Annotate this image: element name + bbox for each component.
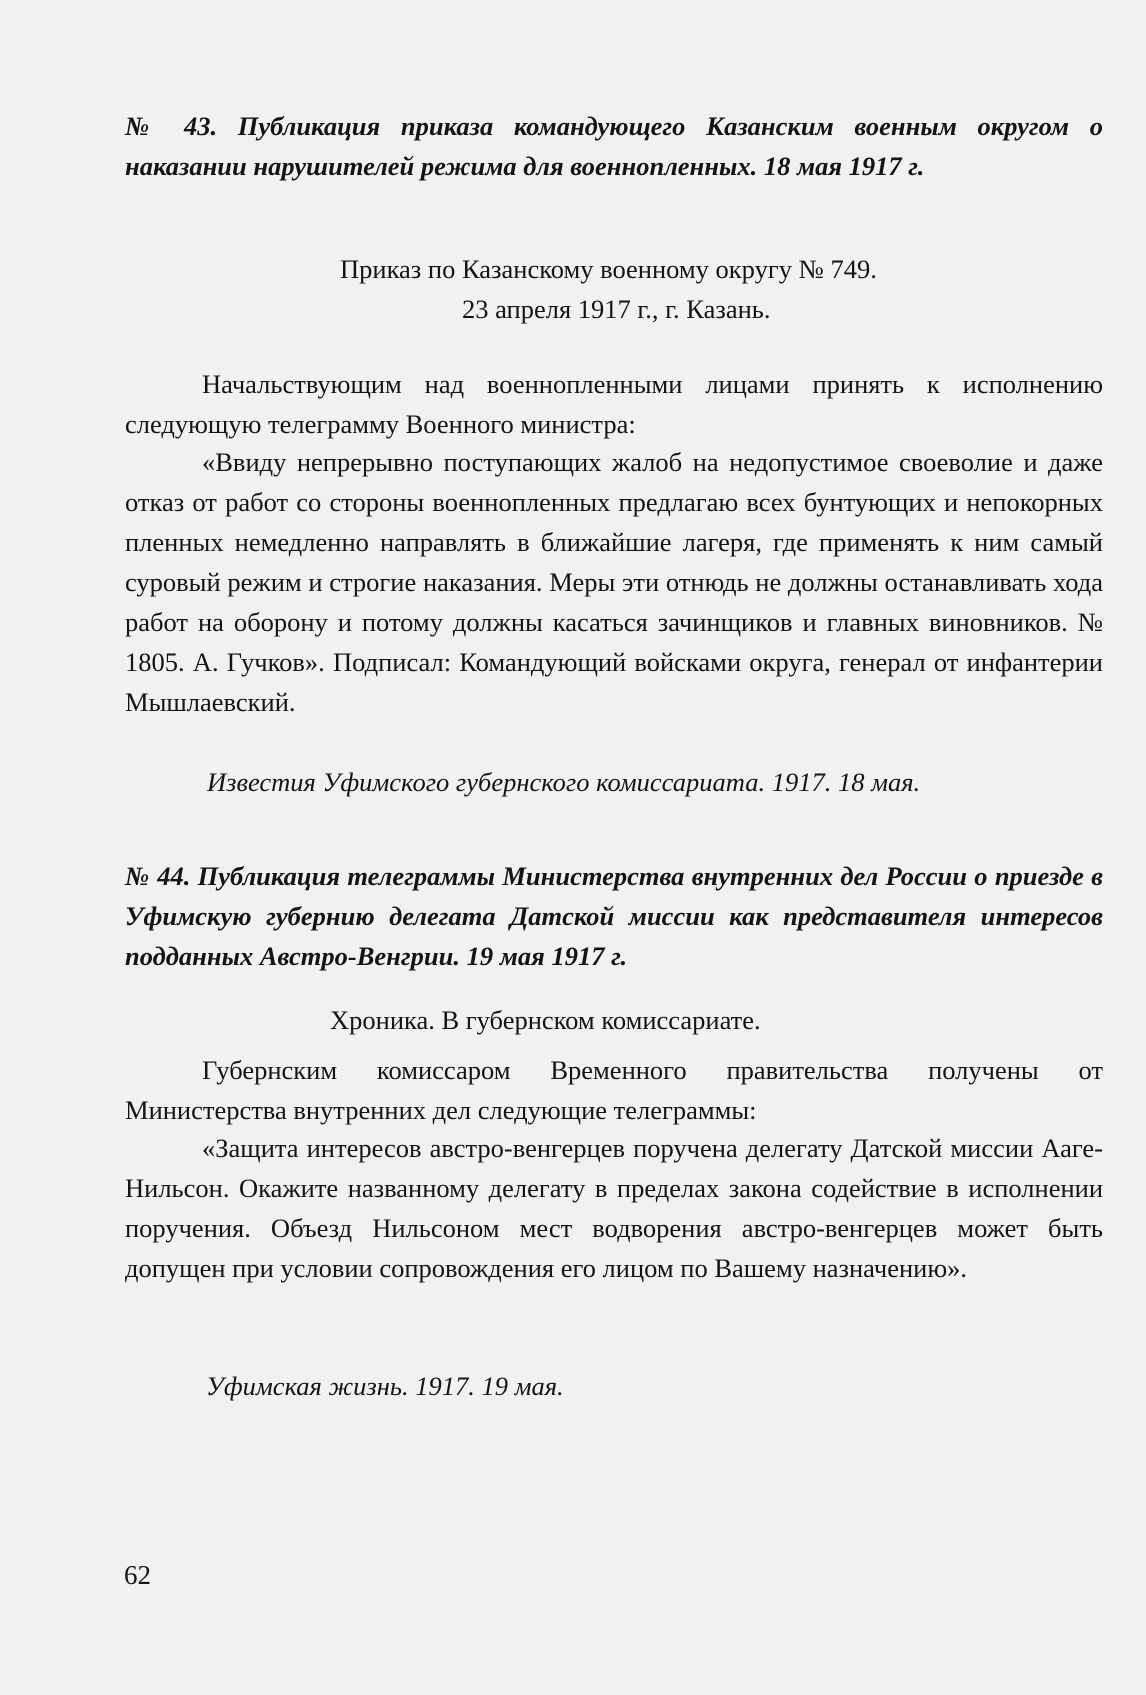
chronicle-paragraph-2: «Защита интересов австро-венгерцев поручена делегату Датской миссии Ааге-Нильсон. Окажите названному делегату в пределах закона содействие в исполнении поручения. Объезд Нильсоном мест водворения австро-венгерцев может быть допущен при условии сопровождения его лицом по Вашему назначению». bbox=[125, 1133, 1103, 1283]
section-heading-44: № 44. Публикация телеграммы Министерства внутренних дел России о приезде в Уфимскую губернию делегата Датской миссии как представителя интересов подданных Австро-Венгрии. 19 мая 1917 г. bbox=[125, 861, 1103, 971]
order-paragraph-2: «Ввиду непрерывно поступающих жалоб на недопустимое своеволие и даже отказ от работ со стороны военнопленных предлагаю всех бунтующих и непокорных пленных немедленно направлять в ближайшие лагеря, где применять к ним самый суровый режим и строгие наказания. Меры эти отнюдь не должны останавливать хода работ на оборону и потому должны касаться зачинщиков и главных виновников. № 1805. А. Гучков». Подписал: Командующий войсками округа, генерал от инфантерии Мышлаевский. bbox=[125, 447, 1103, 717]
section-heading-43: № 43. Публикация приказа командующего Казанским военным округом о наказании нарушителей режима для военнопленных. 18 мая 1917 г. bbox=[125, 111, 1103, 181]
source-citation-2: Уфимская жизнь. 1917. 19 мая. bbox=[206, 1371, 564, 1401]
chronicle-paragraph-1: Губернским комиссаром Временного правительства получены от Министерства внутренних дел следующие телеграммы: bbox=[125, 1055, 1103, 1125]
order-title: Приказ по Казанскому военному округу № 749. bbox=[340, 254, 877, 284]
order-paragraph-1: Начальствующим над военнопленными лицами принять к исполнению следующую телеграмму Военного министра: bbox=[125, 369, 1103, 439]
source-citation-1: Известия Уфимского губернского комиссариата. 1917. 18 мая. bbox=[207, 767, 921, 797]
page-number: 62 bbox=[124, 1560, 151, 1590]
chronicle-title: Хроника. В губернском комиссариате. bbox=[330, 1005, 761, 1035]
order-date: 23 апреля 1917 г., г. Казань. bbox=[462, 294, 771, 324]
